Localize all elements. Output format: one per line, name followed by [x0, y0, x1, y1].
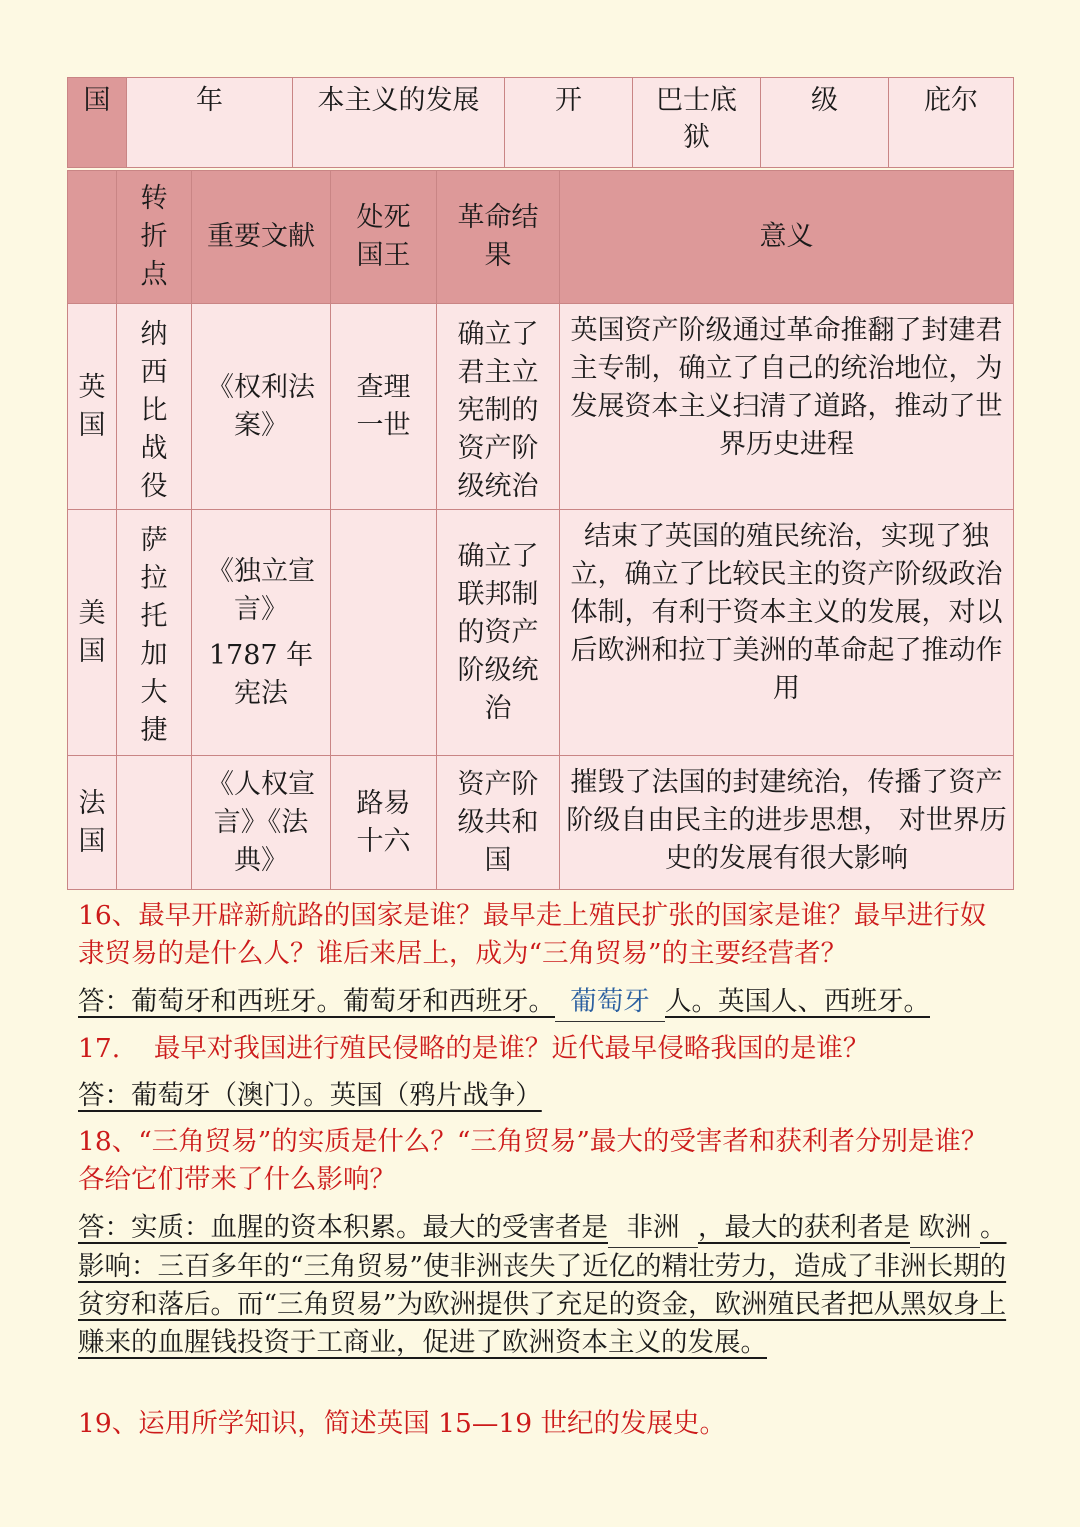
table-row	[68, 78, 1014, 168]
country-cell: 美 国	[68, 510, 117, 756]
table-cell: 庇尔	[889, 78, 1014, 168]
significance-cell: 英国资产阶级通过革命推翻了封建君主专制，确立了自己的统治地位，为发展资本主义扫清了道路，推动了世界历史进程	[560, 304, 1014, 510]
document-cell: 《人权宣 言》《法 典》	[192, 756, 331, 890]
document-cell: 《权利法 案》	[192, 304, 331, 510]
question-17: 17. 最早对我国进行殖民侵略的是谁？近代最早侵略我国的是谁？	[78, 1033, 870, 1064]
table-header-row	[68, 171, 1014, 304]
table-cell: 巴士底 狱	[633, 78, 761, 168]
result-cell: 资产阶 级共和 国	[437, 756, 560, 890]
document-line: 1787 年 宪法	[208, 639, 314, 709]
table-cell: 开	[505, 78, 633, 168]
table-cell: 级	[761, 78, 889, 168]
significance-cell: 结束了英国的殖民统治，实现了独立，确立了比较民主的资产阶级政治体制，有利于资本主义的发展，对以后欧洲和拉丁美洲的革命起了推动作用	[560, 510, 1014, 756]
table-row	[68, 510, 1014, 756]
table-cell: 国	[68, 78, 127, 168]
answer-blank: 非洲	[608, 1209, 698, 1248]
question-19: 19、运用所学知识，简述英国 15—19 世纪的发展史。	[78, 1408, 727, 1439]
table-cell: 本主义的发展	[293, 78, 505, 168]
answer-text: 答：实质：血腥的资本积累。最大的受害者是	[78, 1212, 608, 1243]
header-cell: 转 折 点	[117, 171, 192, 304]
header-cell: 革命结 果	[437, 171, 560, 304]
turning-point-cell	[117, 756, 192, 890]
result-cell: 确立了 君主立 宪制的 资产阶 级统治	[437, 304, 560, 510]
answer-text: 人。英国人、西班牙。	[665, 986, 930, 1017]
turning-point-cell: 萨 拉 托 加 大 捷	[117, 510, 192, 756]
answer-text: 答：葡萄牙（澳门）。英国（鸦片战争）	[78, 1080, 542, 1111]
answer-18	[78, 1209, 1008, 1362]
document-line: 《独立宣 言》	[207, 555, 315, 625]
king-cell: 路易 十六	[331, 756, 437, 890]
revolution-comparison-table	[67, 170, 1014, 890]
answer-text: 。影响：三百多年的“三角贸易”使非洲丧失了近亿的精壮劳力，造成了非洲长期的贫穷和落后。而“三角贸易”为欧洲提供了充足的资金，欧洲殖民者把从黑奴身上赚来的血腥钱投资于工商业，促进了欧洲资本主义的发展。	[78, 1212, 1007, 1358]
table-row	[68, 304, 1014, 510]
answer-17	[78, 1077, 1008, 1115]
king-cell: 查理 一世	[331, 304, 437, 510]
answer-blank: 欧洲	[910, 1209, 980, 1248]
answer-text: ，最大的获利者是	[698, 1212, 910, 1243]
country-cell: 法 国	[68, 756, 117, 890]
header-cell: 处死 国王	[331, 171, 437, 304]
header-cell: 重要文献	[192, 171, 331, 304]
top-fragment-table	[67, 77, 1014, 168]
answer-blank: 葡萄牙	[555, 983, 665, 1022]
question-18: 18、“三角贸易”的实质是什么？“三角贸易”最大的受害者和获利者分别是谁？各给它们带来了什么影响？	[78, 1126, 988, 1195]
table-cell: 年	[127, 78, 293, 168]
turning-point-cell: 纳 西 比 战 役	[117, 304, 192, 510]
result-cell: 确立了 联邦制 的资产 阶级统 治	[437, 510, 560, 756]
header-cell: 意义	[560, 171, 1014, 304]
table-row	[68, 756, 1014, 890]
country-cell: 英 国	[68, 304, 117, 510]
header-cell	[68, 171, 117, 304]
king-cell	[331, 510, 437, 756]
answer-text: 答：葡萄牙和西班牙。葡萄牙和西班牙。	[78, 986, 555, 1017]
significance-cell: 摧毁了法国的封建统治，传播了资产阶级自由民主的进步思想， 对世界历史的发展有很大影响	[560, 756, 1014, 890]
answer-16	[78, 983, 1008, 1022]
question-16: 16、最早开辟新航路的国家是谁？最早走上殖民扩张的国家是谁？最早进行奴隶贸易的是什么人？谁后来居上，成为“三角贸易”的主要经营者？	[78, 900, 987, 969]
document-cell	[192, 510, 331, 756]
